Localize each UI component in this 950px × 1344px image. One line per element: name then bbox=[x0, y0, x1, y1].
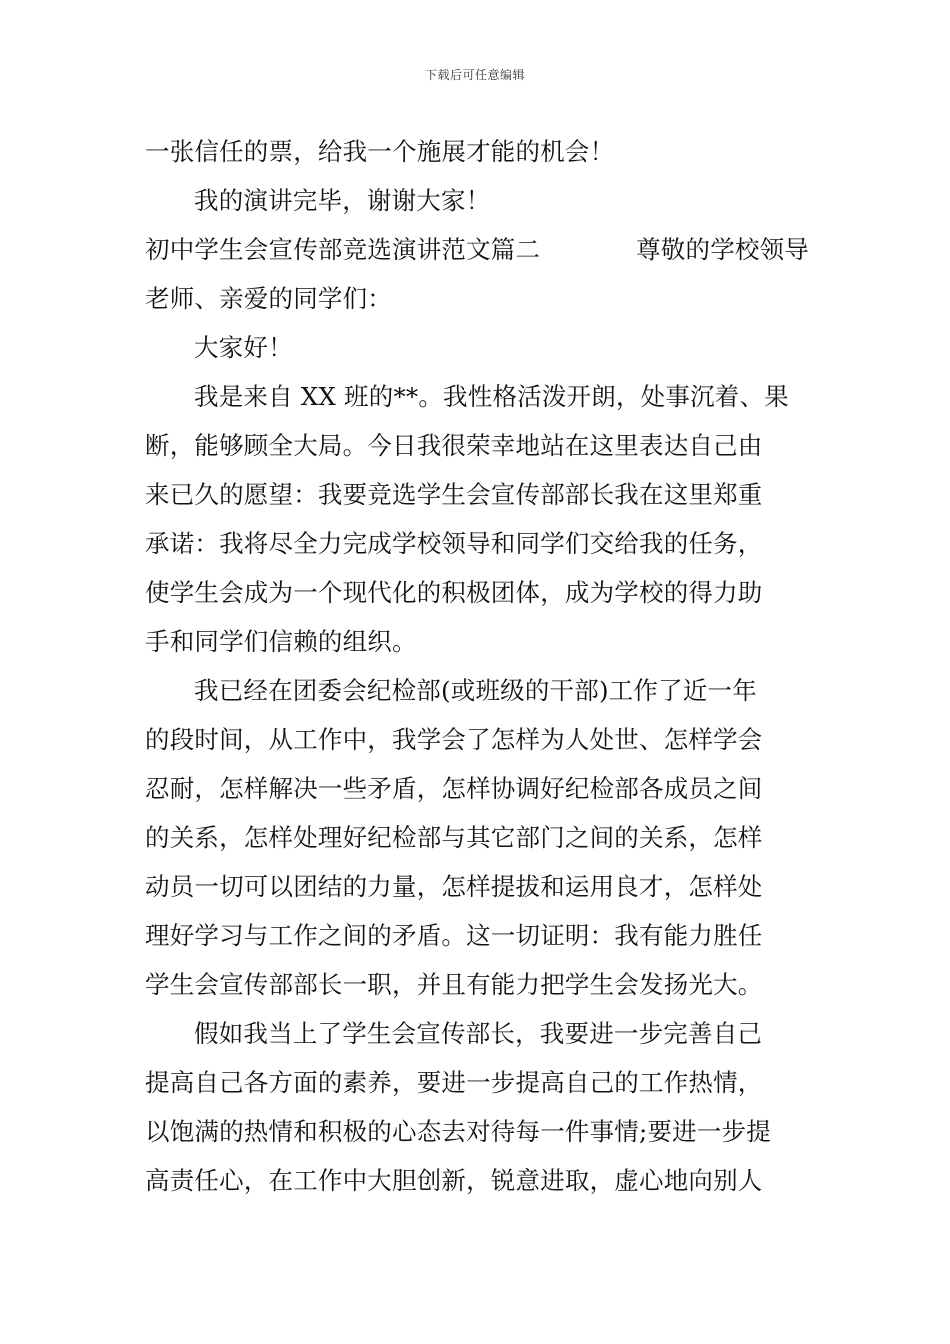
paragraph-line: 来已久的愿望：我要竞选学生会宣传部部长我在这里郑重 bbox=[145, 480, 763, 509]
page-header: 下载后可任意编辑 bbox=[424, 68, 525, 82]
paragraph-line: 提高自己各方面的素养，要进一步提高自己的工作热情， bbox=[145, 1068, 763, 1097]
paragraph-line: 我已经在团委会纪检部(或班级的干部)工作了近一年 bbox=[194, 676, 757, 705]
text-line: 一张信任的票，给我一个施展才能的机会！ bbox=[145, 137, 615, 166]
closing-line: 我的演讲完毕，谢谢大家！ bbox=[194, 186, 491, 215]
document-body bbox=[145, 127, 809, 1205]
section-title: 初中学生会宣传部竞选演讲范文篇二 bbox=[145, 235, 541, 264]
paragraph-line: 承诺：我将尽全力完成学校领导和同学们交给我的任务， bbox=[145, 529, 763, 558]
paragraph-line: 忍耐，怎样解决一些矛盾，怎样协调好纪检部各成员之间 bbox=[145, 774, 763, 803]
paragraph-line: 理好学习与工作之间的矛盾。这一切证明：我有能力胜任 bbox=[145, 921, 763, 950]
paragraph-line: 断，能够顾全大局。今日我很荣幸地站在这里表达自己由 bbox=[145, 431, 763, 460]
greeting: 大家好！ bbox=[194, 333, 293, 362]
paragraph-line: 动员一切可以团结的力量，怎样提拔和运用良才，怎样处 bbox=[145, 872, 763, 901]
paragraph-line: 的段时间，从工作中，我学会了怎样为人处世、怎样学会 bbox=[145, 725, 763, 754]
section-title-line bbox=[145, 225, 809, 274]
paragraph-line: 假如我当上了学生会宣传部长，我要进一步完善自己 bbox=[194, 1019, 763, 1048]
salutation-start: 尊敬的学校领导 bbox=[636, 235, 809, 264]
salutation-end: 老师、亲爱的同学们： bbox=[145, 284, 392, 313]
paragraph-line: 手和同学们信赖的组织。 bbox=[145, 627, 417, 656]
paragraph-line: 的关系，怎样处理好纪检部与其它部门之间的关系，怎样 bbox=[145, 823, 763, 852]
paragraph-line: 我是来自 XX 班的**。我性格活泼开朗，处事沉着、果 bbox=[194, 382, 789, 411]
paragraph-line: 使学生会成为一个现代化的积极团体，成为学校的得力助 bbox=[145, 578, 763, 607]
paragraph-line: 以饱满的热情和积极的心态去对待每一件事情;要进一步提 bbox=[145, 1117, 771, 1146]
paragraph-line: 高责任心，在工作中大胆创新，锐意进取，虚心地向别人 bbox=[145, 1166, 763, 1195]
paragraph-line: 学生会宣传部部长一职，并且有能力把学生会发扬光大。 bbox=[145, 970, 763, 999]
